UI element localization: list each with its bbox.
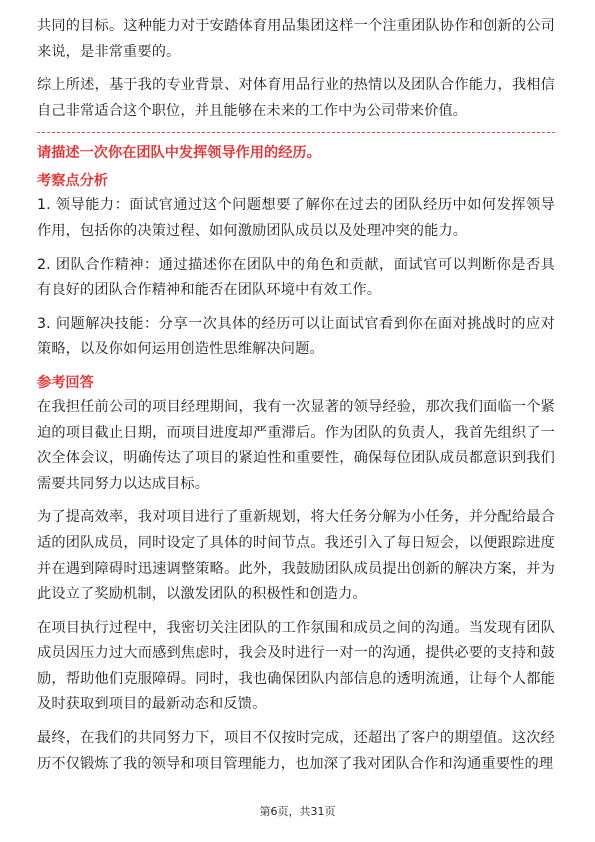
answer-paragraph-2: 为了提高效率，我对项目进行了重新规划，将大任务分解为小任务，并分配给最合适的团队成员，同时设定了具体的时间节点。我还引入了每日短会，以便跟踪进度并在遇到障碍时迅速调整策略。此外，我鼓励团队成员提出创新的解决方案，并为此设立了奖励机制，以激发团队的积极性和创造力。 [37, 509, 555, 603]
analysis-heading: 考察点分析 [37, 173, 108, 190]
intro-paragraph-2: 综上所述，基于我的专业背景、对体育用品行业的热情以及团队合作能力，我相信自己非常适合这个职位，并且能够在未来的工作中为公司带来价值。 [37, 77, 555, 119]
analysis-item-2: 2. 团队合作精神：通过描述你在团队中的角色和贡献，面试官可以判断你是否具有良好的团队合作精神和能否在团队环境中有效工作。 [37, 256, 555, 299]
answer-paragraph-3: 在项目执行过程中，我密切关注团队的工作氛围和成员之间的沟通。当发现有团队成员因压力过大而感到焦虑时，我会及时进行一对一的沟通，提供必要的支持和鼓励，帮助他们克服障碍。同时，我也确保团队内部信息的透明流通，让每个人都能及时获取到项目的最新动态和反馈。 [37, 619, 555, 713]
analysis-item-1: 1. 领导能力：面试官通过这个问题想要了解你在过去的团队经历中如何发挥领导作用，包括你的决策过程、如何激励团队成员以及处理冲突的能力。 [37, 197, 555, 239]
answer-paragraph-1: 在我担任前公司的项目经理期间，我有一次显著的领导经验，那次我们面临一个紧迫的项目截止日期，而项目进度却严重滞后。作为团队的负责人，我首先组织了一次全体会议，明确传达了项目的紧迫性和重要性，确保每位团队成员都意识到我们需要共同努力以达成目标。 [37, 398, 555, 492]
question-title: 请描述一次你在团队中发挥领导作用的经历。 [37, 145, 321, 162]
answer-paragraph-4: 最终，在我们的共同努力下，项目不仅按时完成，还超出了客户的期望值。这次经历不仅锻炼了我的领导和项目管理能力，也加深了我对团队合作和沟通重要性的理 [37, 730, 555, 772]
answer-heading: 参考回答 [37, 374, 94, 391]
section-divider [37, 132, 555, 133]
intro-paragraph-1: 共同的目标。这种能力对于安踏体育用品集团这样一个注重团队协作和创新的公司来说，是非常重要的。 [37, 18, 555, 60]
page-number: 第6页，共31页 [259, 805, 336, 818]
analysis-item-3: 3. 问题解决技能：分享一次具体的经历可以让面试官看到你在面对挑战时的应对策略，以及你如何运用创造性思维解决问题。 [37, 315, 555, 358]
